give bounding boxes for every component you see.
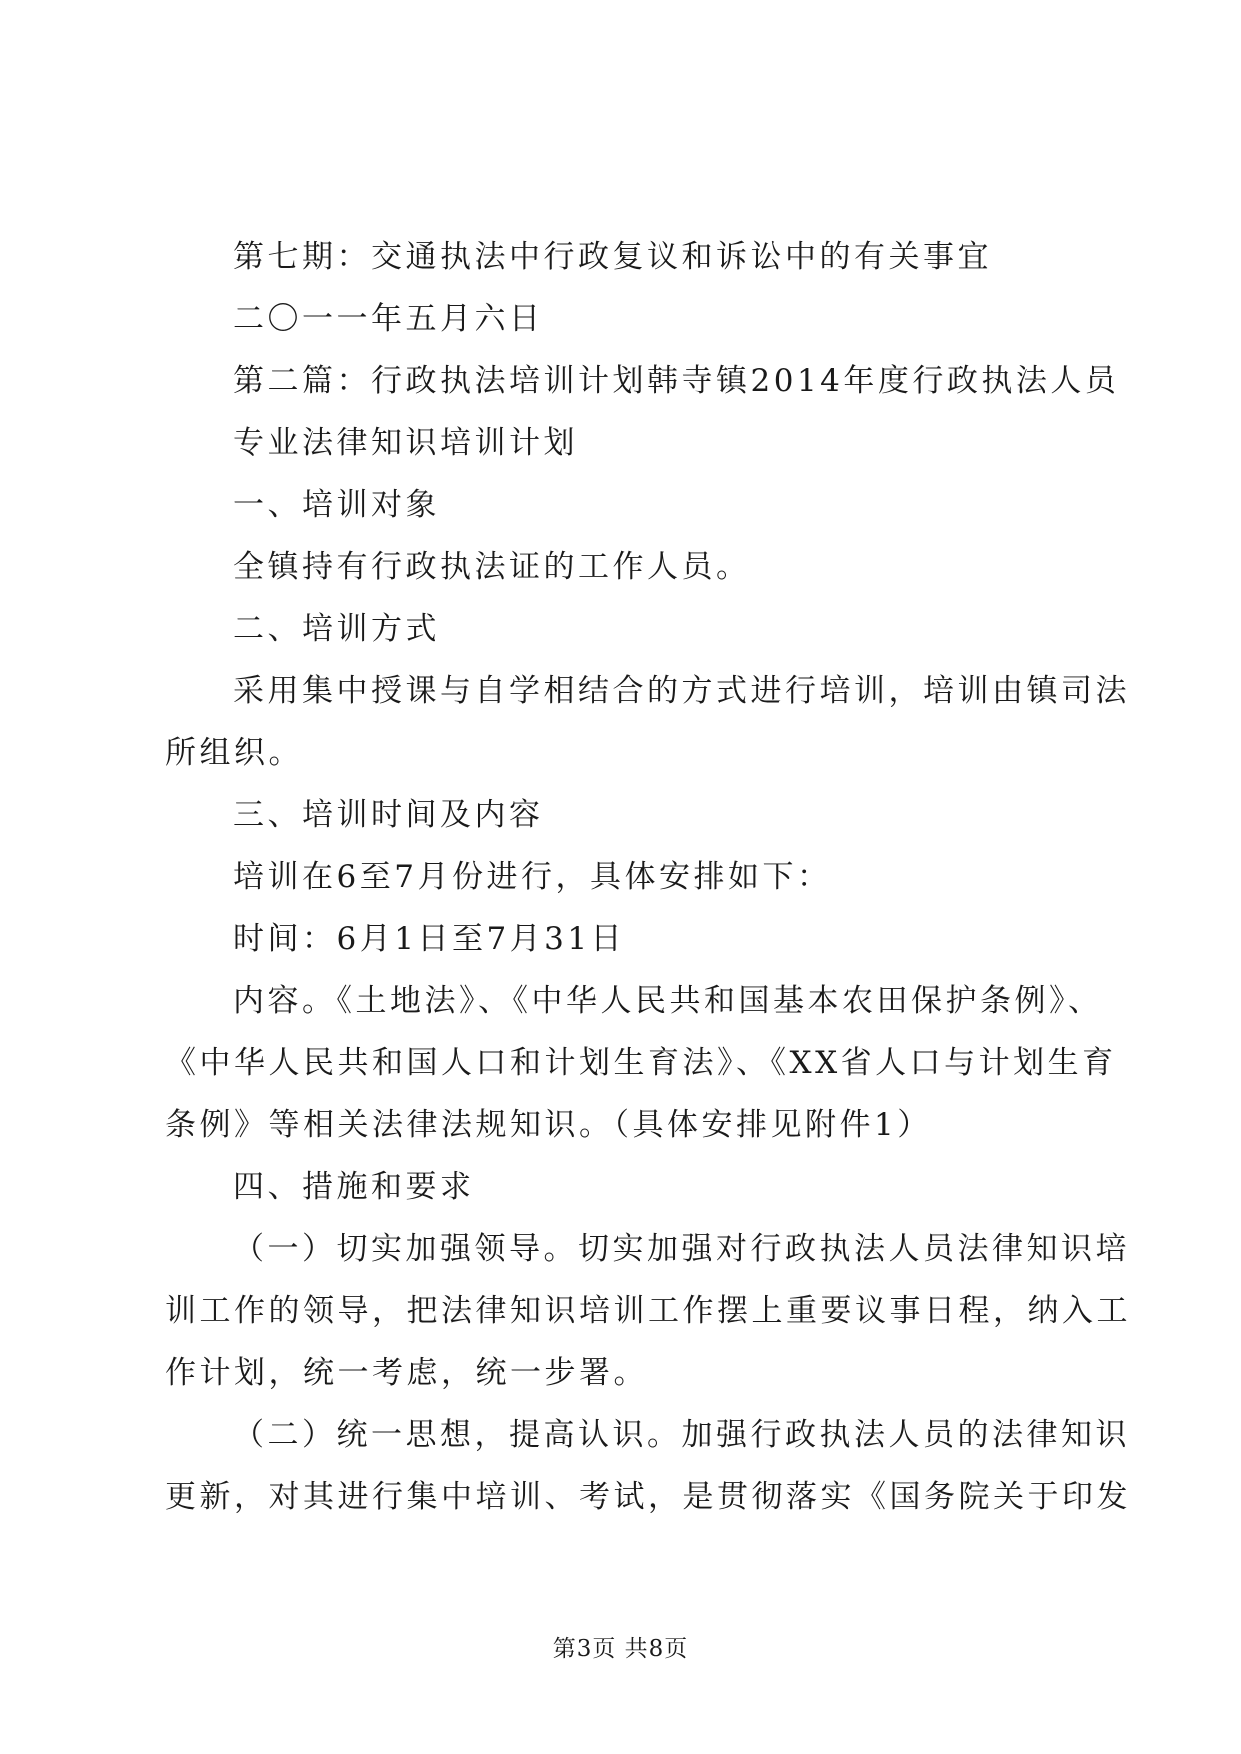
text-line-measure-two: （二）统一思想，提高认识。加强行政执法人员的法律知识 xyxy=(233,1417,1130,1453)
text-line-measure-one: （一）切实加强领导。切实加强对行政执法人员法律知识培 xyxy=(233,1231,1130,1267)
text-line-measure-one-cont-2: 作计划，统一考虑，统一步署。 xyxy=(165,1355,648,1391)
text-line-training-content-cont-2: 条例》等相关法律法规知识。（具体安排见附件1） xyxy=(165,1107,932,1143)
text-line-training-content: 内容。《土地法》、《中华人民共和国基本农田保护条例》、 xyxy=(233,983,1103,1019)
section-heading-training-target: 一、培训对象 xyxy=(233,487,440,523)
text-line-training-target: 全镇持有行政执法证的工作人员。 xyxy=(233,549,751,585)
text-line-training-schedule: 培训在6至7月份进行，具体安排如下： xyxy=(233,859,832,895)
text-line-date: 二〇一一年五月六日 xyxy=(233,301,544,337)
page-footer xyxy=(0,1634,1241,1664)
page-number-label: 第3页 共8页 xyxy=(552,1636,689,1662)
text-line-period-seven: 第七期：交通执法中行政复议和诉讼中的有关事宜 xyxy=(233,239,992,275)
section-heading-training-time: 三、培训时间及内容 xyxy=(233,797,544,833)
text-line-measure-two-cont: 更新，对其进行集中培训、考试，是贯彻落实《国务院关于印发 xyxy=(165,1479,1131,1515)
text-line-chapter-two-title: 第二篇：行政执法培训计划韩寺镇2014年度行政执法人员 xyxy=(233,363,1120,399)
section-heading-training-method: 二、培训方式 xyxy=(233,611,440,647)
text-line-training-time: 时间：6月1日至7月31日 xyxy=(233,921,626,957)
text-line-training-content-cont-1: 《中华人民共和国人口和计划生育法》、《XX省人口与计划生育 xyxy=(165,1045,1117,1081)
text-line-training-method: 采用集中授课与自学相结合的方式进行培训，培训由镇司法 xyxy=(233,673,1130,709)
text-line-training-method-cont: 所组织。 xyxy=(165,735,303,771)
section-heading-measures: 四、措施和要求 xyxy=(233,1169,475,1205)
text-line-chapter-two-title-cont: 专业法律知识培训计划 xyxy=(233,425,578,461)
document-body xyxy=(165,226,1131,1528)
text-line-measure-one-cont-1: 训工作的领导，把法律知识培训工作摆上重要议事日程，纳入工 xyxy=(165,1293,1131,1329)
